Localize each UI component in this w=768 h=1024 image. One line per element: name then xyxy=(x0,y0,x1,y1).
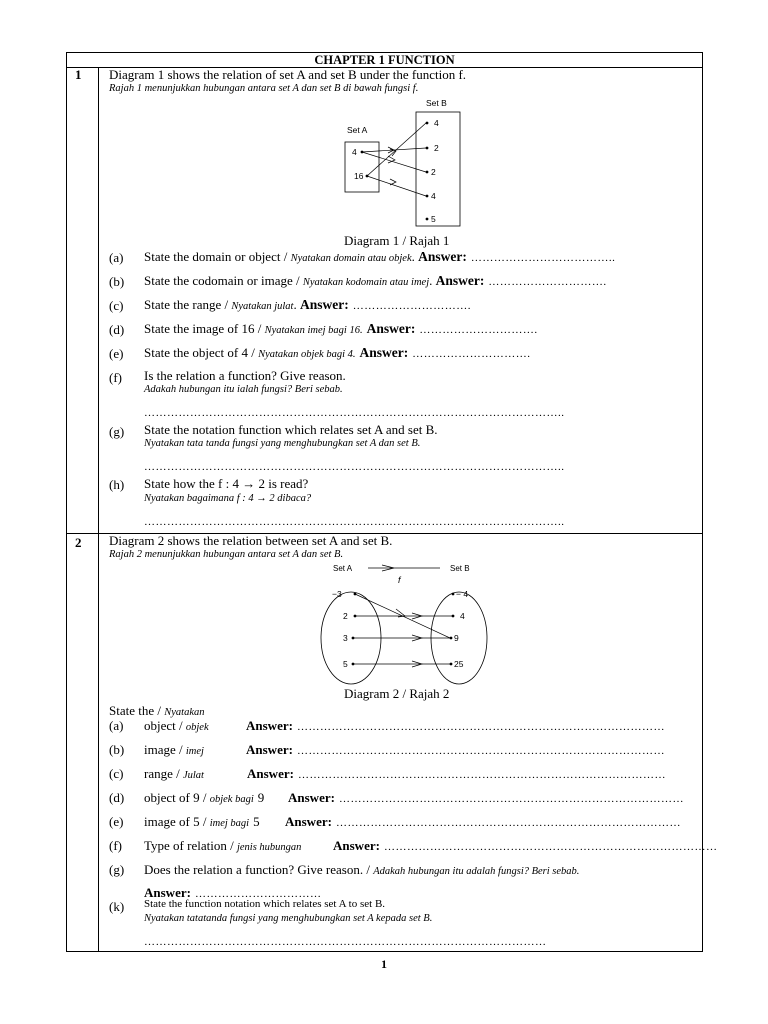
q1-part-g-ms: Nyatakan tata tanda fungsi yang menghubungkan set A dan set B. xyxy=(144,438,421,449)
answer-field[interactable]: …………………………. xyxy=(412,348,531,360)
set-b-point xyxy=(452,615,455,618)
answer-field[interactable]: …………………………………………………………………………………… xyxy=(297,769,666,781)
answer-field[interactable]: ……………………………………………………………………………………………….. xyxy=(144,516,565,528)
answer-field[interactable]: …………………………. xyxy=(419,324,538,336)
q2-number: 2 xyxy=(75,535,82,550)
q1-part-g-en: State the notation function which relates set A and set B. xyxy=(144,422,438,437)
part-text-ms: Nyatakan imej bagi 16. xyxy=(264,325,363,336)
answer-field[interactable]: …………………………………………………………………………… xyxy=(383,841,718,853)
answer-field[interactable]: ……………………………………………………………………………… xyxy=(335,817,681,829)
set-a-label: Set A xyxy=(333,564,353,573)
part-text-ms: Nyatakan kodomain atau imej xyxy=(302,277,430,288)
q2-intro-ms: Rajah 2 menunjukkan hubungan antara set A dan set B. xyxy=(109,549,344,560)
answer-field[interactable]: ……………………………………………………………………………………………….. xyxy=(144,461,565,473)
part-text: State the range / xyxy=(144,297,232,312)
q2-part-k-en: State the function notation which relates set A to set B. xyxy=(144,898,386,910)
part-text-ms: Adakah hubungan itu adalah fungsi? Beri sebab. xyxy=(373,866,580,877)
q1-part-f-en: Is the relation a function? Give reason. xyxy=(144,368,346,383)
set-b-element: 2 xyxy=(431,167,436,177)
answer-label: Answer: xyxy=(299,297,349,312)
set-b-label: Set B xyxy=(450,564,470,573)
answer-label: Answer: xyxy=(359,345,409,360)
set-b-element: − 4 xyxy=(456,589,469,599)
answer-label: Answer: xyxy=(246,742,293,757)
q2-part-g xyxy=(144,861,579,879)
q2-part-c-answer xyxy=(247,765,666,783)
set-b-element: 4 xyxy=(460,611,465,621)
set-b-element: 4 xyxy=(431,191,436,201)
set-b-element: 4 xyxy=(434,118,439,128)
part-text: object of 9 / xyxy=(144,790,210,805)
q2-part-b-answer xyxy=(246,741,665,759)
part-text-ms: objek xyxy=(185,722,209,733)
answer-field[interactable]: ……………………………….. xyxy=(470,252,616,264)
answer-label: Answer: xyxy=(285,814,332,829)
answer-field[interactable]: ……………………………………………………………………………… xyxy=(338,793,684,805)
q2-part-a-answer xyxy=(246,717,665,735)
q1-part-label: (d) xyxy=(109,322,125,337)
answer-field[interactable]: …………………………… xyxy=(194,888,322,900)
set-b-point xyxy=(426,171,429,174)
q1-intro-ms: Rajah 1 menunjukkan hubungan antara set A dan set B di bawah fungsi f. xyxy=(109,83,419,94)
part-text: Type of relation / xyxy=(144,838,237,853)
q2-part-label: (k) xyxy=(109,899,125,914)
q1-part-a: State the domain or object / Nyatakan domain atau objek. Answer: ……………………………….. xyxy=(144,249,616,264)
q2-part-e xyxy=(144,813,260,831)
set-a-element: 5 xyxy=(343,659,348,669)
q1-part-label: (f) xyxy=(109,370,122,385)
part-text-ms: Nyatakan domain atau objek xyxy=(290,253,412,264)
answer-field[interactable]: …………………………. xyxy=(488,276,607,288)
answer-label: Answer: xyxy=(246,718,293,733)
q1-part-label: (e) xyxy=(109,346,124,361)
set-b-point xyxy=(452,593,455,596)
answer-label: Answer: xyxy=(333,838,380,853)
set-a-element: 16 xyxy=(354,171,364,181)
q2-part-f xyxy=(144,837,301,855)
q2-part-f-answer xyxy=(333,837,717,855)
set-b-element: 25 xyxy=(454,659,464,669)
part-text-ms: imej bagi xyxy=(209,818,250,829)
answer-label: Answer: xyxy=(247,766,294,781)
part-text: State the image of 16 / xyxy=(144,321,265,336)
q2-part-label: (b) xyxy=(109,742,125,757)
q2-part-k-ms: Nyatakan tatatanda fungsi yang menghubungkan set A kepada set B. xyxy=(144,913,433,924)
answer-field[interactable]: …………………………………………………………………………………… xyxy=(296,721,665,733)
part-number: 5 xyxy=(253,814,260,829)
q1-part-f-ms: Adakah hubungan itu ialah fungsi? Beri sebab. xyxy=(144,384,343,395)
q2-part-d xyxy=(144,789,264,807)
q2-part-c xyxy=(144,765,204,783)
q1-part-e xyxy=(144,344,531,362)
diagram-2-caption: Diagram 2 / Rajah 2 xyxy=(344,686,450,701)
answer-field[interactable]: …………………………………………………………………………………… xyxy=(296,745,665,757)
answer-label: Answer: xyxy=(366,321,416,336)
set-b-point xyxy=(450,663,453,666)
part-text: State the object of 4 / xyxy=(144,345,259,360)
part-text-ms: objek bagi xyxy=(209,794,254,805)
q2-part-e-answer xyxy=(285,813,681,831)
diagram-1-caption: Diagram 1 / Rajah 1 xyxy=(344,233,450,248)
q1-part-h-ms: Nyatakan bagaimana f : 4 → 2 dibaca? xyxy=(144,493,312,504)
part-text-ms: Nyatakan julat xyxy=(231,301,294,312)
part-text: State the domain or object / xyxy=(144,249,291,264)
set-a-element: 4 xyxy=(352,147,357,157)
answer-field[interactable]: …………………………. xyxy=(352,300,471,312)
part-number: 9 xyxy=(257,790,265,805)
q2-part-label: (g) xyxy=(109,862,125,877)
q1-part-label: (a) xyxy=(109,250,124,265)
q1-part-label: (c) xyxy=(109,298,124,313)
state-the-text: State the / xyxy=(109,703,165,718)
q2-part-label: (c) xyxy=(109,766,124,781)
number-column-divider xyxy=(98,67,99,951)
part-text-ms: Julat xyxy=(182,770,204,781)
answer-label: Answer: xyxy=(418,249,467,264)
part-text: range / xyxy=(144,766,183,781)
part-text: Does the relation a function? Give reason. / xyxy=(144,862,374,877)
set-b-point xyxy=(450,637,453,640)
q2-part-label: (f) xyxy=(109,838,122,853)
part-text: State the codomain or image / xyxy=(144,273,303,288)
q2-intro-en: Diagram 2 shows the relation between set A and set B. xyxy=(109,533,393,548)
set-a-element: 2 xyxy=(343,611,348,621)
q1-part-label: (g) xyxy=(109,424,125,439)
q2-part-label: (d) xyxy=(109,790,125,805)
answer-field[interactable]: ……………………………………………………………………………………………….. xyxy=(144,407,565,419)
q1-number: 1 xyxy=(75,67,82,82)
diagram-1 xyxy=(330,94,480,230)
part-text: object / xyxy=(144,718,186,733)
q1-part-label: (b) xyxy=(109,274,125,289)
part-text-ms: jenis hubungan xyxy=(236,842,302,853)
mapping-arrows xyxy=(353,594,452,667)
q1-part-c: State the range / Nyatakan julat. Answer: …………………………. xyxy=(144,297,471,312)
part-text: image of 5 / xyxy=(144,814,210,829)
state-the-text-ms: Nyatakan xyxy=(164,707,205,718)
q1-part-b: State the codomain or image / Nyatakan kodomain atau imej. Answer: …………………………. xyxy=(144,273,607,288)
answer-label: Answer: xyxy=(144,885,191,900)
q2-part-b xyxy=(144,741,204,759)
part-text-ms: Nyatakan objek bagi 4. xyxy=(258,349,356,360)
set-b-element: 9 xyxy=(454,633,459,643)
q2-part-label: (a) xyxy=(109,718,124,733)
set-a-element: 3 xyxy=(343,633,348,643)
page-title: CHAPTER 1 FUNCTION xyxy=(314,53,455,67)
part-text: image / xyxy=(144,742,186,757)
q2-part-label: (e) xyxy=(109,814,124,829)
set-b-element: 2 xyxy=(434,143,439,153)
set-a-element: −3 xyxy=(332,589,342,599)
set-b-point xyxy=(426,122,429,125)
set-b-point xyxy=(426,147,429,150)
set-b-point xyxy=(426,218,429,221)
q1-part-d xyxy=(144,320,538,338)
set-b-box xyxy=(416,112,460,226)
answer-label: Answer: xyxy=(435,273,485,288)
answer-field[interactable]: …………………………………………………………………………………………… xyxy=(144,936,547,948)
q2-part-d-answer xyxy=(288,789,684,807)
page-number: 1 xyxy=(381,957,387,971)
function-label: f xyxy=(398,575,401,585)
set-a-label: Set A xyxy=(347,125,368,135)
q2-part-a xyxy=(144,717,209,735)
diagram-2 xyxy=(312,561,492,685)
set-a-box xyxy=(345,142,379,192)
set-b-element: 5 xyxy=(431,214,436,224)
part-text-ms: imej xyxy=(185,746,204,757)
set-b-label: Set B xyxy=(426,98,447,108)
set-b-point xyxy=(426,195,429,198)
answer-label: Answer: xyxy=(288,790,335,805)
q1-part-label: (h) xyxy=(109,477,125,492)
q1-part-h-en: State how the f : 4 → 2 is read? xyxy=(144,476,309,491)
q1-intro-en: Diagram 1 shows the relation of set A and set B under the function f. xyxy=(109,67,467,82)
